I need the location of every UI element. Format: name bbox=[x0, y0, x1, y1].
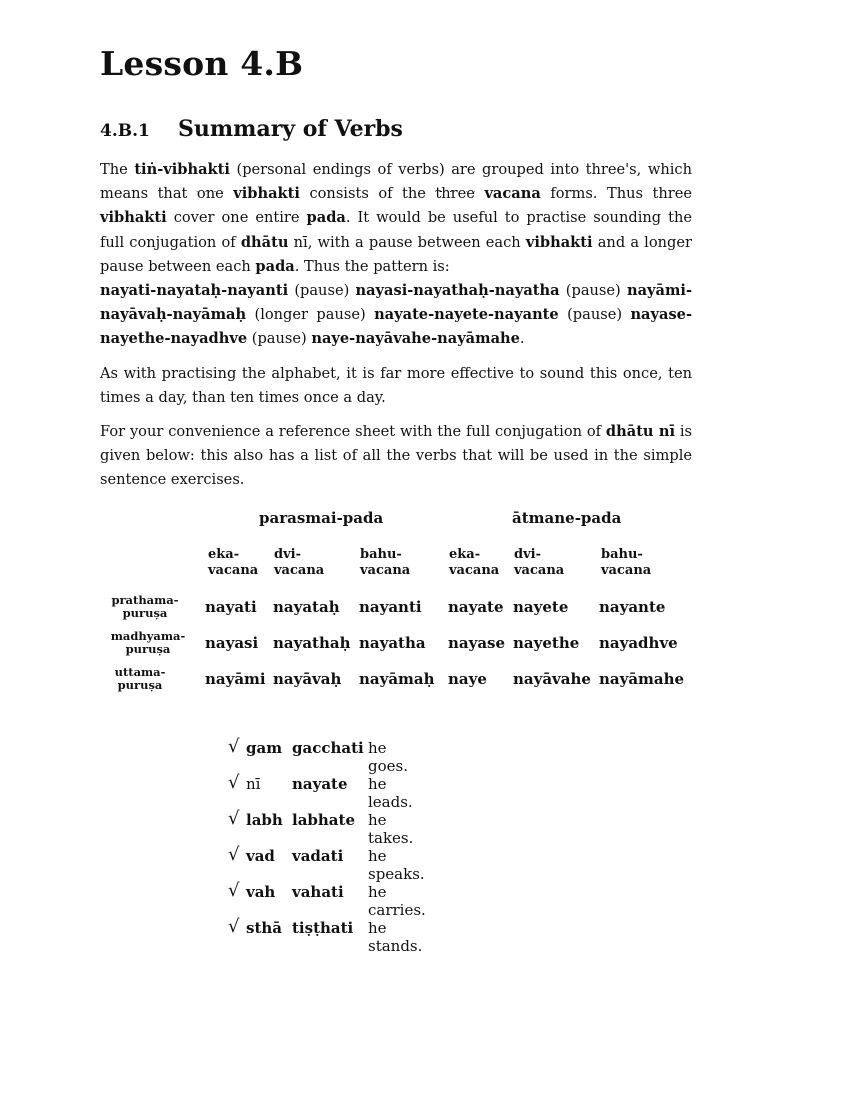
text-span: (pause) bbox=[558, 306, 631, 324]
verb-gloss: he stands. bbox=[368, 919, 423, 955]
paragraph-1 bbox=[100, 158, 692, 352]
text-span bbox=[224, 185, 234, 202]
verb-gloss: he leads. bbox=[368, 775, 413, 811]
verb-root: labh bbox=[246, 811, 283, 829]
vacana-header-line: vacana bbox=[208, 563, 259, 578]
vacana-header-line: eka- bbox=[449, 547, 481, 562]
pattern-group: nayati-nayataḥ-nayanti bbox=[100, 282, 289, 300]
section-title: Summary of Verbs bbox=[178, 116, 403, 142]
pattern-group: naye-nayāvahe-nayāmahe bbox=[311, 330, 520, 348]
term: dhātu nī bbox=[605, 423, 675, 441]
root-sign-icon: √ bbox=[228, 772, 240, 793]
root-sign-icon: √ bbox=[228, 916, 240, 937]
vacana-header-line: vacana bbox=[449, 563, 500, 578]
conjugation-form: nayathaḥ bbox=[273, 634, 351, 652]
body-text bbox=[100, 158, 692, 503]
conjugation-form: nayadhve bbox=[599, 634, 678, 652]
text-span: The bbox=[100, 161, 135, 178]
underlined-word: three bbox=[435, 185, 475, 203]
pattern-group: nayāmi-nayāvaḥ-nayāmaḥ bbox=[100, 282, 693, 324]
term: vibhakti bbox=[525, 233, 593, 251]
vacana-header-line: eka- bbox=[208, 547, 240, 562]
verb-form: tiṣṭhati bbox=[292, 919, 354, 937]
purusa-label bbox=[100, 666, 180, 692]
text-span: and a longer pause between each bbox=[100, 233, 692, 275]
pattern-group: nayase-nayethe-nayadhve bbox=[100, 306, 692, 348]
text-span: (longer pause) bbox=[246, 306, 375, 324]
purusa-label-line: madhyama- bbox=[110, 629, 186, 643]
conjugation-form: nayati bbox=[205, 598, 257, 616]
paragraph-3 bbox=[100, 420, 692, 493]
text-span: consists of the bbox=[299, 185, 436, 203]
conjugation-form: nayase bbox=[448, 634, 506, 652]
pattern-group: nayate-nayete-nayante bbox=[374, 306, 559, 324]
vacana-header bbox=[274, 547, 324, 579]
conjugation-form: nayasi bbox=[205, 634, 259, 652]
text-span: is given below: this also has a list of all the verbs that will be used in the simple sentence exercises. bbox=[100, 423, 693, 489]
section-number: 4.B.1 bbox=[100, 121, 150, 141]
underlined-word: one bbox=[196, 185, 224, 203]
vacana-header-line: vacana bbox=[514, 563, 565, 578]
verb-form: vadati bbox=[292, 847, 344, 865]
conjugation-form: nayāmahe bbox=[599, 670, 685, 688]
vacana-header bbox=[514, 547, 564, 579]
term: pada bbox=[306, 209, 346, 227]
text-span: (personal endings of verbs) are grouped into three's, which means that bbox=[100, 161, 692, 203]
term: vibhakti bbox=[233, 185, 300, 203]
root-sign-icon: √ bbox=[228, 808, 240, 829]
text-span: nī, with a pause between each bbox=[288, 233, 526, 251]
conjugation-form: nayāmi bbox=[205, 670, 266, 688]
lesson-title: Lesson 4.B bbox=[100, 44, 304, 83]
text-span: (pause) bbox=[247, 330, 312, 348]
text-span: For your convenience a reference sheet with the full conjugation of bbox=[100, 423, 606, 441]
text-span: cover one entire bbox=[166, 209, 307, 227]
section-heading bbox=[100, 116, 403, 142]
pattern-group: nayasi-nayathaḥ-nayatha bbox=[355, 282, 560, 300]
verb-root: vah bbox=[246, 883, 276, 901]
pada-header-atmane: ātmane-pada bbox=[512, 509, 622, 527]
text-span: . It would be useful to practise sounding the full conjugation of bbox=[100, 209, 693, 251]
text-span: . bbox=[519, 330, 525, 348]
term: vibhakti bbox=[100, 209, 167, 227]
text-span: . Thus the pattern is: bbox=[294, 257, 450, 275]
conjugation-form: nayataḥ bbox=[273, 598, 340, 616]
term: tiṅ-vibhakti bbox=[134, 161, 230, 178]
term: vacana bbox=[484, 185, 541, 203]
vacana-header-line: vacana bbox=[601, 563, 652, 578]
vacana-header-line: dvi- bbox=[514, 547, 541, 562]
conjugation-form: nayete bbox=[513, 598, 569, 616]
conjugation-form: nayatha bbox=[359, 634, 426, 652]
root-sign-icon: √ bbox=[228, 880, 240, 901]
purusa-label-line: puruṣa bbox=[117, 678, 163, 692]
pada-header-parasmai: parasmai-pada bbox=[259, 509, 384, 527]
vacana-header bbox=[601, 547, 651, 579]
verb-gloss: he takes. bbox=[368, 811, 414, 847]
conjugation-form: nayāvahe bbox=[513, 670, 591, 688]
purusa-label bbox=[105, 594, 185, 620]
vacana-header-line: vacana bbox=[274, 563, 325, 578]
verb-form: labhate bbox=[292, 811, 356, 829]
verb-root: sthā bbox=[246, 919, 282, 937]
text-span: (pause) bbox=[288, 282, 356, 300]
conjugation-form: nayāvaḥ bbox=[273, 670, 342, 688]
verb-gloss: he carries. bbox=[368, 883, 426, 919]
purusa-label-line: puruṣa bbox=[125, 642, 171, 656]
vacana-header-line: dvi- bbox=[274, 547, 301, 562]
root-sign-icon: √ bbox=[228, 736, 240, 757]
text-span: (pause) bbox=[559, 282, 627, 300]
purusa-label-line: puruṣa bbox=[122, 606, 168, 620]
verb-form: vahati bbox=[292, 883, 344, 901]
text-span: forms. Thus three bbox=[540, 185, 692, 203]
vacana-header bbox=[360, 547, 410, 579]
conjugation-form: naye bbox=[448, 670, 487, 688]
vacana-header bbox=[449, 547, 499, 579]
conjugation-form: nayante bbox=[599, 598, 666, 616]
vacana-header-line: vacana bbox=[360, 563, 411, 578]
conjugation-form: nayanti bbox=[359, 598, 422, 616]
term: dhātu bbox=[240, 233, 289, 251]
verb-form: nayate bbox=[292, 775, 348, 793]
vacana-header bbox=[208, 547, 258, 579]
verb-gloss: he goes. bbox=[368, 739, 408, 775]
purusa-label-line: prathama- bbox=[111, 593, 179, 607]
verb-root: gam bbox=[246, 739, 283, 757]
root-sign-icon: √ bbox=[228, 844, 240, 865]
purusa-label bbox=[108, 630, 188, 656]
conjugation-form: nayethe bbox=[513, 634, 580, 652]
verb-form: gacchati bbox=[292, 739, 364, 757]
verb-root: nī bbox=[246, 775, 261, 793]
vacana-header-line: bahu- bbox=[360, 547, 402, 562]
vacana-header-line: bahu- bbox=[601, 547, 643, 562]
verb-root: vad bbox=[246, 847, 275, 865]
paragraph-2: As with practising the alphabet, it is far more effective to sound this once, ten times a day, than ten times once a day. bbox=[100, 364, 692, 406]
purusa-label-line: uttama- bbox=[114, 665, 166, 679]
conjugation-form: nayāmaḥ bbox=[359, 670, 435, 688]
term: pada bbox=[255, 257, 295, 275]
conjugation-form: nayate bbox=[448, 598, 504, 616]
verb-gloss: he speaks. bbox=[368, 847, 425, 883]
